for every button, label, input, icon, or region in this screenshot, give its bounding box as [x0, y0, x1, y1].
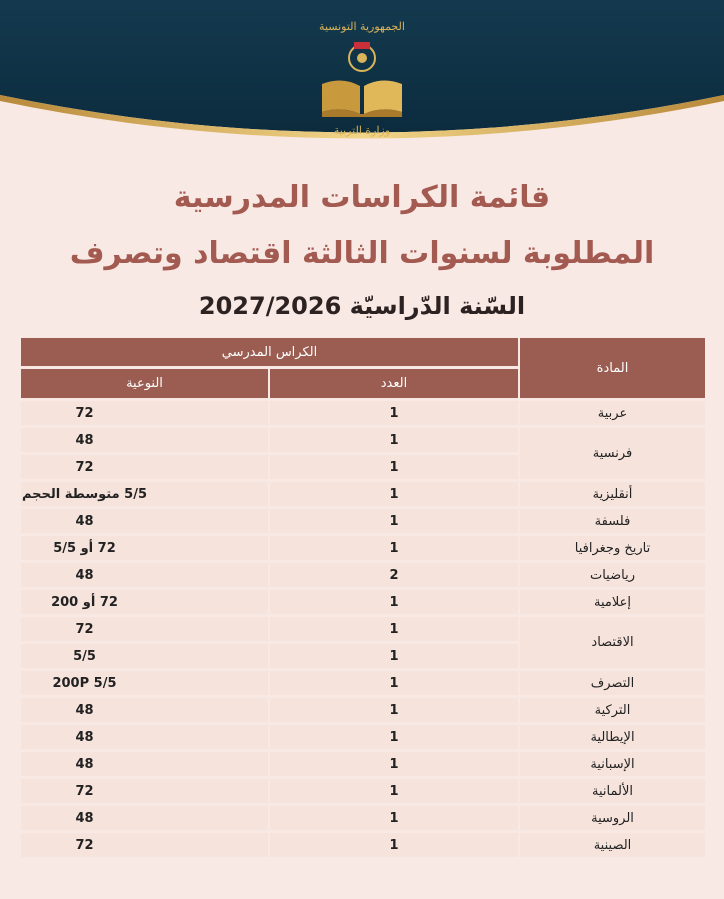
- subject-cell: الإسبانية: [520, 752, 705, 776]
- table-row: [21, 617, 705, 641]
- table-row: [21, 806, 705, 830]
- count-cell: 2: [270, 563, 518, 587]
- type-cell: 48: [21, 509, 268, 533]
- subject-cell: رياضيات: [520, 563, 705, 587]
- subject-cell: عربية: [520, 401, 705, 425]
- page-title: قائمة الكراسات المدرسية: [173, 180, 551, 215]
- type-cell: 48: [21, 752, 268, 776]
- school-year-value: 2027/2026: [198, 292, 342, 320]
- type-cell: 72: [21, 401, 268, 425]
- type-cell: 5/5 متوسطة الحجم: [21, 482, 268, 506]
- count-cell: 1: [270, 536, 518, 560]
- type-cell: 5/5: [21, 644, 268, 668]
- table-header-row: [21, 338, 705, 366]
- subject-cell: إعلامية: [520, 590, 705, 614]
- count-cell: 1: [270, 428, 518, 452]
- table-row: [21, 482, 705, 506]
- subject-cell: الإيطالية: [520, 725, 705, 749]
- count-cell: 1: [270, 455, 518, 479]
- type-cell: 72 أو 200: [21, 590, 268, 614]
- table-row: [21, 698, 705, 722]
- count-cell: 1: [270, 806, 518, 830]
- count-cell: 1: [270, 401, 518, 425]
- count-cell: 1: [270, 752, 518, 776]
- table-row: [21, 752, 705, 776]
- count-cell: 1: [270, 644, 518, 668]
- school-year-label: السّنة الدّراسيّة: [349, 292, 526, 320]
- count-cell: 1: [270, 833, 518, 857]
- header-type: النوعية: [21, 369, 268, 398]
- subject-cell: فرنسية: [520, 428, 705, 479]
- subject-cell: تاريخ وجغرافيا: [520, 536, 705, 560]
- table-row: [21, 590, 705, 614]
- subject-cell: فلسفة: [520, 509, 705, 533]
- header-banner: [0, 0, 724, 165]
- notebook-table: [19, 335, 707, 860]
- count-cell: 1: [270, 779, 518, 803]
- subject-cell: الروسية: [520, 806, 705, 830]
- subject-cell: أنقليزية: [520, 482, 705, 506]
- table-row: [21, 671, 705, 695]
- type-cell: 72: [21, 833, 268, 857]
- subject-cell: التصرف: [520, 671, 705, 695]
- subject-cell: التركية: [520, 698, 705, 722]
- subject-cell: الاقتصاد: [520, 617, 705, 668]
- school-year: [0, 292, 724, 320]
- count-cell: 1: [270, 725, 518, 749]
- ministry-top-text: الجمهورية التونسية: [319, 20, 405, 33]
- count-cell: 1: [270, 671, 518, 695]
- type-cell: 48: [21, 806, 268, 830]
- count-cell: 1: [270, 590, 518, 614]
- table-row: [21, 725, 705, 749]
- type-cell: 5/5 200P: [21, 671, 268, 695]
- table-row: [21, 509, 705, 533]
- type-cell: 48: [21, 563, 268, 587]
- page-subtitle: المطلوبة لسنوات الثالثة اقتصاد وتصرف: [69, 236, 655, 271]
- subject-cell: الألمانية: [520, 779, 705, 803]
- table-row: [21, 428, 705, 452]
- type-cell: 48: [21, 428, 268, 452]
- table-row: [21, 779, 705, 803]
- type-cell: 72: [21, 779, 268, 803]
- ministry-bottom-text: وزارة التربية: [333, 124, 391, 137]
- table-row: [21, 401, 705, 425]
- count-cell: 1: [270, 698, 518, 722]
- table-row: [21, 536, 705, 560]
- type-cell: 48: [21, 725, 268, 749]
- table-row: [21, 833, 705, 857]
- count-cell: 1: [270, 509, 518, 533]
- table-row: [21, 563, 705, 587]
- type-cell: 72: [21, 617, 268, 641]
- type-cell: 48: [21, 698, 268, 722]
- count-cell: 1: [270, 617, 518, 641]
- subject-cell: الصينية: [520, 833, 705, 857]
- header-subject: المادة: [520, 338, 705, 398]
- count-cell: 1: [270, 482, 518, 506]
- type-cell: 72: [21, 455, 268, 479]
- header-notebook: الكراس المدرسي: [21, 338, 518, 366]
- type-cell: 72 أو 5/5: [21, 536, 268, 560]
- header-count: العدد: [270, 369, 518, 398]
